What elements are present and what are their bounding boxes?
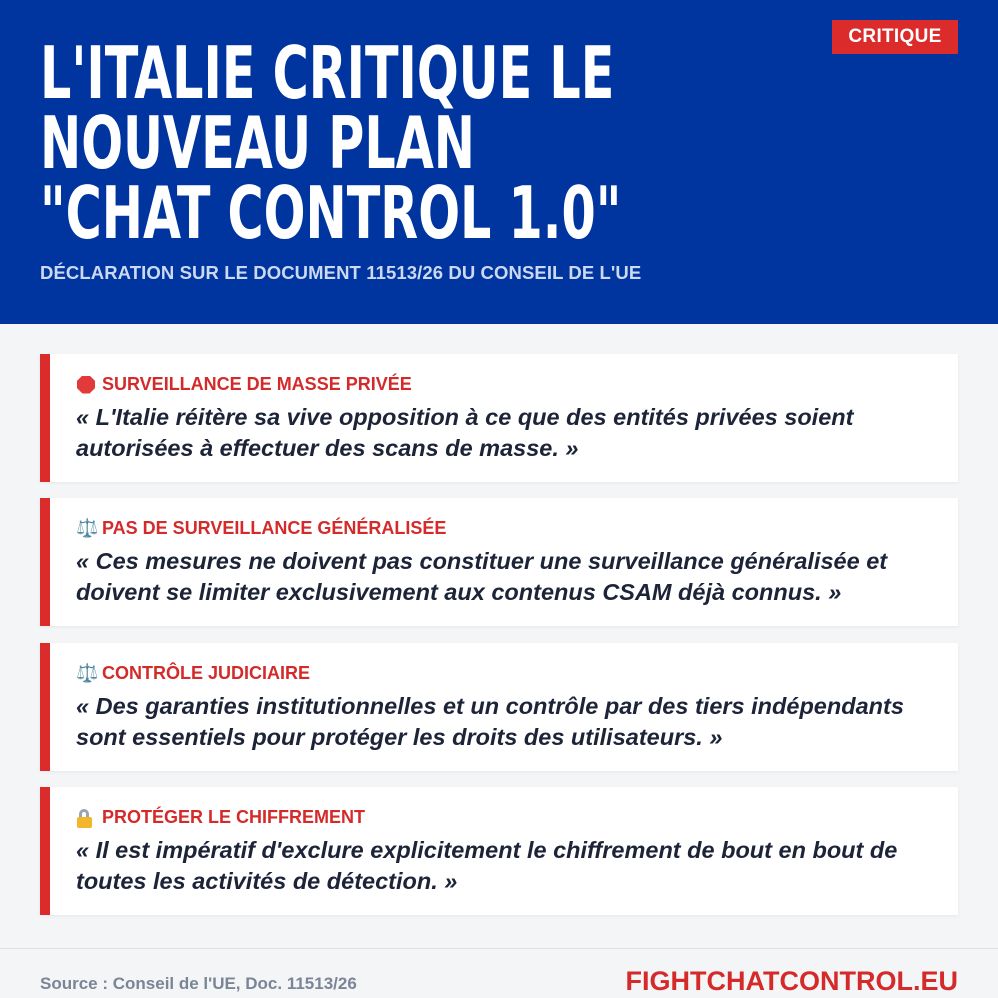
card-quote: « L'Italie réitère sa vive opposition à ce que des entités privées soient autorisées à effectuer des scans de masse. »	[76, 404, 854, 461]
critique-badge: CRITIQUE	[832, 20, 958, 54]
card-quote: « Ces mesures ne doivent pas constituer une surveillance généralisée et doivent se limiter exclusivement aux contenus CSAM déjà connus. »	[76, 548, 888, 605]
card-accent-bar	[40, 643, 50, 771]
card-heading	[76, 518, 446, 539]
site-url: FIGHTCHATCONTROL.EU	[625, 966, 958, 996]
card-heading-text: PAS DE SURVEILLANCE GÉNÉRALISÉE	[102, 518, 447, 538]
card-heading	[76, 374, 412, 395]
title-container	[40, 31, 640, 255]
card-heading	[76, 663, 310, 684]
page-subtitle: DÉCLARATION SUR LE DOCUMENT 11513/26 DU CONSEIL DE L'UE	[40, 262, 642, 283]
card-heading	[76, 807, 365, 828]
scales-icon: ⚖️	[76, 662, 99, 684]
source-citation: Source : Conseil de l'UE, Doc. 11513/26	[40, 974, 357, 993]
stop-sign-icon	[76, 375, 98, 395]
quote-card-judicial-control	[40, 643, 958, 771]
card-accent-bar	[40, 354, 50, 482]
header-banner	[0, 0, 998, 324]
card-quote: « Il est impératif d'exclure explicitement le chiffrement de bout en bout de toutes les activités de détection. »	[76, 837, 898, 894]
scales-icon: ⚖️	[76, 517, 99, 539]
page-title: L'ITALIE CRITIQUE LE NOUVEAU PLAN "CHAT CONTROL 1.0"	[40, 31, 622, 255]
quote-card-general-surveillance	[40, 498, 958, 626]
card-heading-text: SURVEILLANCE DE MASSE PRIVÉE	[102, 374, 412, 394]
quote-card-encryption	[40, 787, 958, 915]
card-accent-bar	[40, 498, 50, 626]
quote-card-private-surveillance	[40, 354, 958, 482]
card-heading-text: PROTÉGER LE CHIFFREMENT	[102, 807, 366, 827]
card-quote: « Des garanties institutionnelles et un contrôle par des tiers indépendants sont essentiels pour protéger les droits des utilisateurs. »	[76, 693, 904, 750]
footer-divider	[0, 948, 998, 949]
lock-key-icon	[76, 808, 98, 828]
card-heading-text: CONTRÔLE JUDICIAIRE	[102, 663, 311, 683]
card-accent-bar	[40, 787, 50, 915]
